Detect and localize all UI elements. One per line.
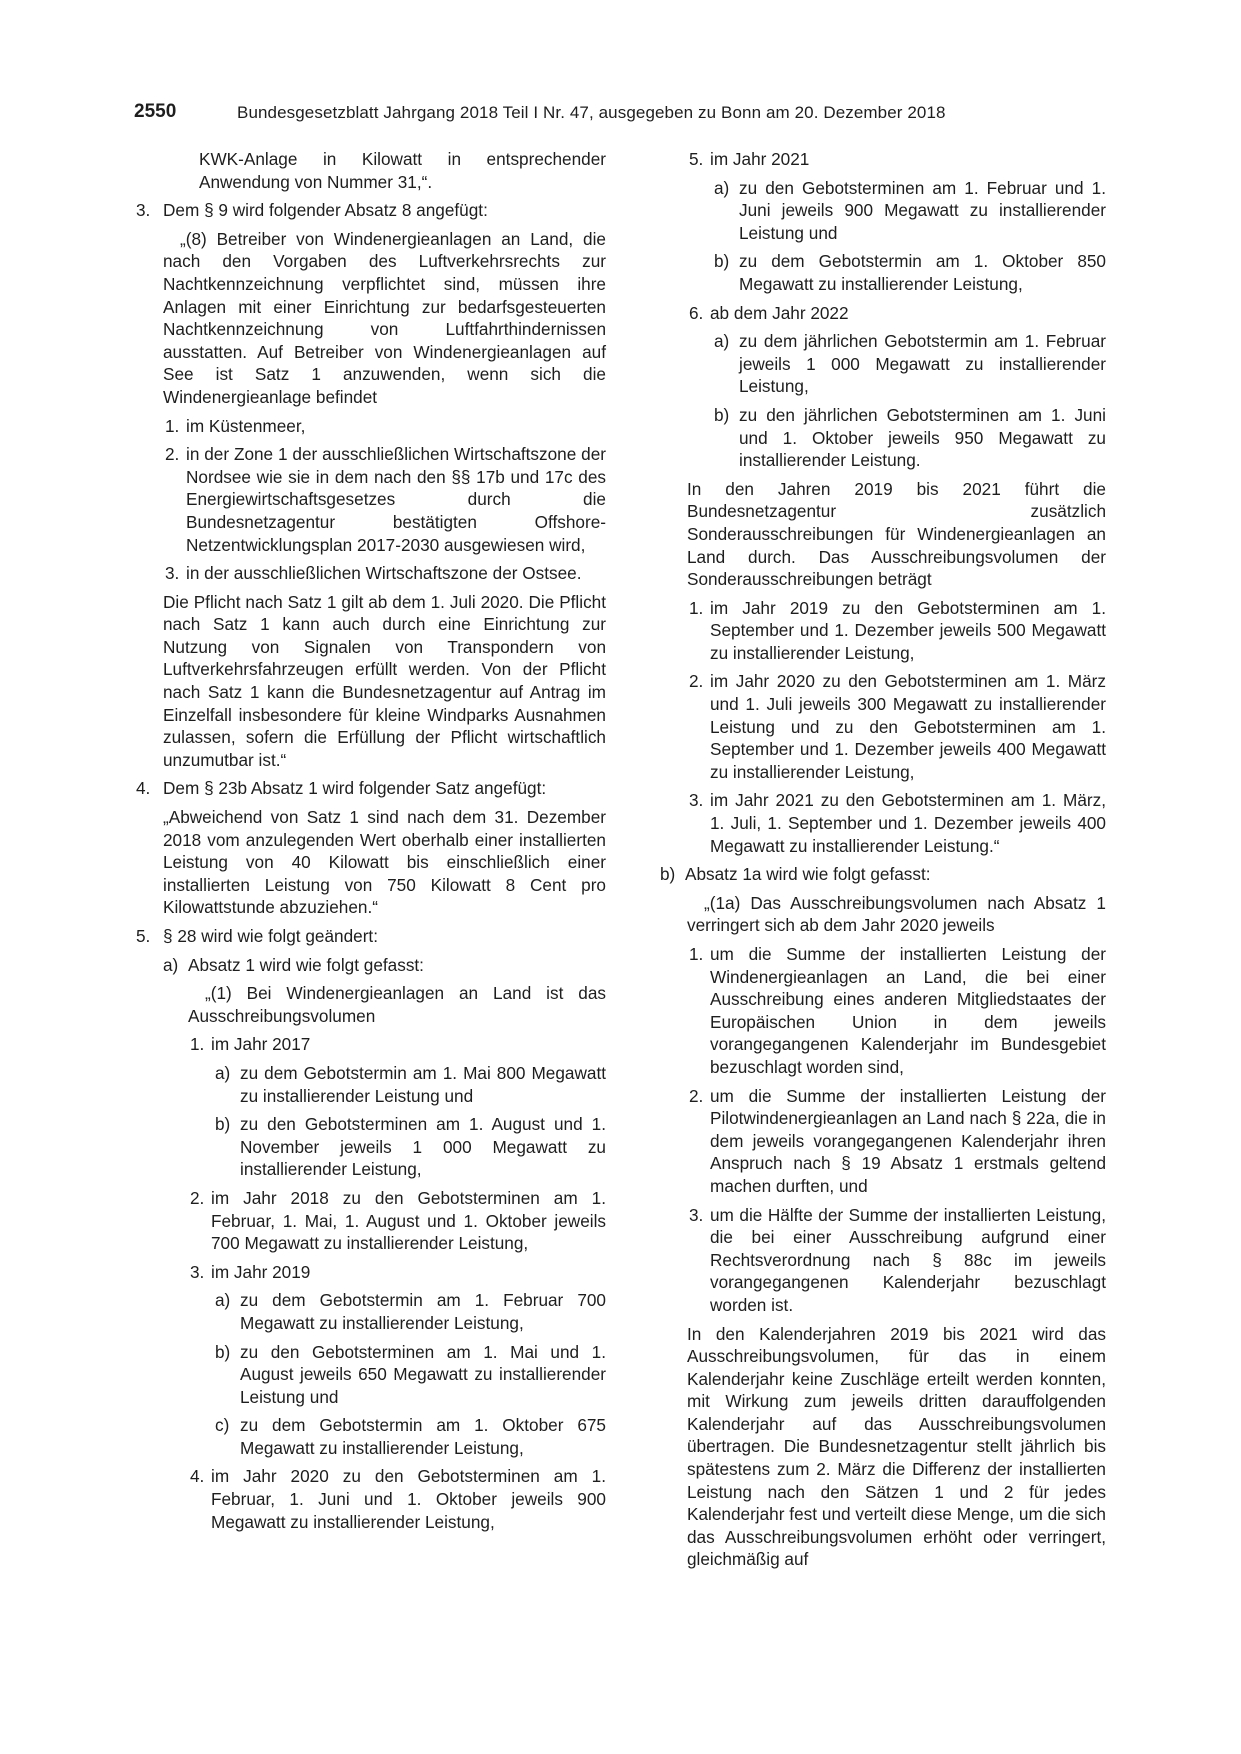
- item-letter: b): [714, 251, 730, 272]
- item-text: um die Hälfte der Summe der installierten Leistung, die bei einer Ausschreibung aufgrund einer Rechtsverordnung nach § 88c im jeweils vorangegangenen Kalenderjahr bezuschlagt worden ist.: [710, 1204, 1106, 1315]
- list-item: [163, 954, 606, 977]
- list-item: [689, 148, 1106, 171]
- item-text: ab dem Jahr 2022: [710, 302, 849, 323]
- item-number: 2.: [689, 671, 704, 692]
- item-text: im Küstenmeer,: [186, 415, 306, 436]
- item-text: im Jahr 2021: [710, 149, 810, 169]
- item-number: 1.: [689, 597, 704, 618]
- item-text: in der Zone 1 der ausschließlichen Wirtschaftszone der Nordsee wie sie in dem nach den §§ 17b und 17c des Energiewirtschaftsgesetzes durch die Bundesnetzagentur bestätigten Offshore-Netzentwicklungsplan 2017-2030 ausgewiesen wird,: [186, 444, 606, 555]
- item-text: Absatz 1 wird wie folgt gefasst:: [188, 954, 424, 975]
- list-item: [136, 925, 606, 948]
- item-number: 1.: [165, 415, 180, 436]
- item-number: 3.: [689, 1204, 704, 1225]
- gazette-title: Bundesgesetzblatt Jahrgang 2018 Teil I Nr. 47, ausgegeben zu Bonn am 20. Dezember 2018: [237, 103, 946, 122]
- item-number: 3.: [190, 1261, 205, 1282]
- item-text: im Jahr 2018 zu den Gebotsterminen am 1. Februar, 1. Mai, 1. August und 1. Oktober jeweils 700 Megawatt zu installierender Leistung,: [211, 1187, 606, 1254]
- item-number: 5.: [136, 926, 151, 946]
- list-item: [714, 330, 1106, 398]
- item-letter: a): [714, 177, 730, 198]
- list-item: [165, 562, 606, 585]
- list-item: [689, 943, 1106, 1079]
- item-text: zu dem Gebotstermin am 1. Mai 800 Megawatt zu installierender Leistung und: [240, 1062, 606, 1106]
- item-number: 1.: [190, 1034, 205, 1055]
- item-number: 2.: [689, 1085, 704, 1106]
- quoted-paragraph: „(1a) Das Ausschreibungsvolumen nach Absatz 1 verringert sich ab dem Jahr 2020 jeweils: [687, 892, 1106, 936]
- left-column: [136, 148, 606, 1533]
- quoted-paragraph: „Abweichend von Satz 1 sind nach dem 31. Dezember 2018 vom anzulegenden Wert oberhalb einer installierten Leistung von 40 Kilowatt bis einschließlich einer installierten Leistung von 750 Kilowatt 8 Cent pro Kilowattstunde abzuziehen.“: [163, 807, 606, 918]
- quoted-paragraph: „(8) Betreiber von Windenergieanlagen an Land, die nach den Vorgaben des Luftverkehrsrechts zur Nachtkennzeichnung verpflichtet sind, müssen ihre Anlagen mit einer Einrichtung zur bedarfsgesteuerten Nachtkennzeichnung von Luftfahrthindernissen ausstatten. Auf Betreiber von Windenergieanlagen auf See ist Satz 1 anzuwenden, wenn sich die Windenergieanlage befindet: [163, 228, 606, 407]
- item-text: um die Summe der installierten Leistung der Windenergieanlagen an Land, die bei einer Ausschreibung eines anderen Mitgliedstaates der Europäischen Union in dem jeweils vorangegangenen Kalenderjahr im Bundesgebiet bezuschlagt worden sind,: [710, 944, 1106, 1077]
- item-text: im Jahr 2019 zu den Gebotsterminen am 1. September und 1. Dezember jeweils 500 Megawatt zu installierender Leistung,: [710, 597, 1106, 663]
- item-number: 4.: [136, 778, 151, 799]
- item-text: zu den Gebotsterminen am 1. Mai und 1. August jeweils 650 Megawatt zu installierender Leistung und: [240, 1341, 606, 1407]
- right-column: [660, 148, 1106, 1571]
- item-number: 4.: [190, 1466, 205, 1487]
- paragraph: In den Kalenderjahren 2019 bis 2021 wird das Ausschreibungsvolumen, für das in einem Kalenderjahr keine Zuschläge erteilt werden konnten, mit Wirkung zum jeweils dritten darauffolgenden Kalenderjahr auf das Ausschreibungsvolumen übertragen. Die Bundesnetzagentur stellt jährlich bis spätestens zum 2. März die Differenz der installierten Leistung nach den Sätzen 1 und 2 für jedes Kalenderjahr fest und verteilt diese Menge, um die sich das Ausschreibungsvolumen erhöht oder verringert, gleichmäßig auf: [687, 1323, 1106, 1570]
- item-text: im Jahr 2020 zu den Gebotsterminen am 1. März und 1. Juli jeweils 300 Megawatt zu installierender Leistung und zu den Gebotsterminen am 1. September und 1. Dezember jeweils 400 Megawatt zu installierender Leistung,: [710, 671, 1106, 782]
- list-item: [714, 177, 1106, 245]
- paragraph: Die Pflicht nach Satz 1 gilt ab dem 1. Juli 2020. Die Pflicht nach Satz 1 kann auch durch eine Einrichtung zur Nutzung von Signalen von Transpondern von Luftverkehrsfahrzeugen erfüllt werden. Von der Pflicht nach Satz 1 kann die Bundesnetzagentur auf Antrag im Einzelfall insbesondere für kleine Windparks Ausnahmen zulassen, sofern die Erfüllung der Pflicht wirtschaftlich unzumutbar ist.“: [163, 591, 606, 770]
- list-item: [165, 443, 606, 556]
- item-letter: a): [215, 1062, 231, 1083]
- item-number: 2.: [165, 444, 180, 465]
- item-text: zu dem Gebotstermin am 1. Februar 700 Megawatt zu installierender Leistung,: [240, 1290, 606, 1333]
- item-letter: a): [714, 331, 730, 352]
- list-item: [714, 404, 1106, 472]
- item-text: zu den jährlichen Gebotsterminen am 1. Juni und 1. Oktober jeweils 950 Megawatt zu installierender Leistung.: [739, 404, 1106, 471]
- list-item: [660, 863, 1106, 886]
- item-number: 3.: [165, 563, 180, 584]
- list-item: [689, 1204, 1106, 1317]
- item-text: § 28 wird wie folgt geändert:: [163, 926, 378, 946]
- item-text: im Jahr 2019: [211, 1261, 311, 1282]
- item-text: zu den Gebotsterminen am 1. August und 1. November jeweils 1 000 Megawatt zu installierender Leistung,: [240, 1114, 606, 1180]
- item-text: Dem § 23b Absatz 1 wird folgender Satz angefügt:: [163, 778, 547, 799]
- item-number: 2.: [190, 1187, 205, 1208]
- list-item: [689, 302, 1106, 325]
- item-letter: c): [215, 1415, 230, 1436]
- item-text: zu den Gebotsterminen am 1. Februar und 1. Juni jeweils 900 Megawatt zu installierender Leistung und: [739, 177, 1106, 243]
- list-item: [190, 1261, 606, 1284]
- item-letter: b): [714, 404, 730, 425]
- item-text: zu dem jährlichen Gebotstermin am 1. Februar jeweils 1 000 Megawatt zu installierender Leistung,: [739, 331, 1106, 397]
- list-item: [215, 1341, 606, 1409]
- item-text: zu dem Gebotstermin am 1. Oktober 850 Megawatt zu installierender Leistung,: [739, 251, 1106, 294]
- item-text: Absatz 1a wird wie folgt gefasst:: [685, 864, 931, 885]
- item-letter: b): [660, 864, 676, 885]
- item-letter: a): [163, 954, 179, 975]
- item-letter: a): [215, 1290, 231, 1311]
- item-letter: b): [215, 1114, 231, 1135]
- list-item: [215, 1414, 606, 1459]
- paragraph: KWK-Anlage in Kilowatt in entsprechender Anwendung von Nummer 31,“.: [199, 149, 606, 192]
- item-number: 5.: [689, 149, 704, 169]
- list-item: [136, 777, 606, 800]
- list-item: [689, 670, 1106, 783]
- page-number: 2550: [134, 101, 177, 122]
- list-item: [689, 597, 1106, 665]
- item-number: 3.: [136, 200, 151, 221]
- list-item: [714, 250, 1106, 295]
- list-item: [190, 1033, 606, 1056]
- list-item: [689, 1085, 1106, 1198]
- list-item: [190, 1187, 606, 1255]
- list-item: [215, 1289, 606, 1334]
- item-letter: b): [215, 1341, 231, 1362]
- item-number: 1.: [689, 944, 704, 964]
- list-item: [190, 1465, 606, 1533]
- paragraph: In den Jahren 2019 bis 2021 führt die Bundesnetzagentur zusätzlich Sonderausschreibungen für Windenergieanlagen an Land durch. Das Ausschreibungsvolumen der Sonderausschreibungen beträgt: [687, 478, 1106, 590]
- item-number: 6.: [689, 302, 704, 323]
- item-text: um die Summe der installierten Leistung der Pilotwindenergieanlagen an Land nach § 22a, die in dem jeweils vorangegangenen Kalenderjahr ihren Anspruch nach § 19 Absatz 1 erstmals geltend machen durften, und: [710, 1085, 1106, 1196]
- quoted-paragraph: „(1) Bei Windenergieanlagen an Land ist das Ausschreibungsvolumen: [188, 983, 606, 1026]
- list-item: [689, 789, 1106, 857]
- item-text: im Jahr 2021 zu den Gebotsterminen am 1. März, 1. Juli, 1. September und 1. Dezember jeweils 400 Megawatt zu installierender Leistung.“: [710, 790, 1106, 856]
- item-text: Dem § 9 wird folgender Absatz 8 angefügt:: [163, 200, 488, 221]
- item-text: im Jahr 2020 zu den Gebotsterminen am 1. Februar, 1. Juni und 1. Oktober jeweils 900 Megawatt zu installierender Leistung,: [211, 1466, 606, 1532]
- item-text: in der ausschließlichen Wirtschaftszone der Ostsee.: [186, 563, 582, 584]
- list-item: [136, 199, 606, 222]
- list-item: [165, 415, 606, 438]
- list-item: [215, 1113, 606, 1181]
- item-number: 3.: [689, 790, 704, 811]
- item-text: zu dem Gebotstermin am 1. Oktober 675 Megawatt zu installierender Leistung,: [240, 1415, 606, 1458]
- list-item: [215, 1062, 606, 1107]
- item-text: im Jahr 2017: [211, 1034, 311, 1055]
- page-header: [134, 101, 1114, 127]
